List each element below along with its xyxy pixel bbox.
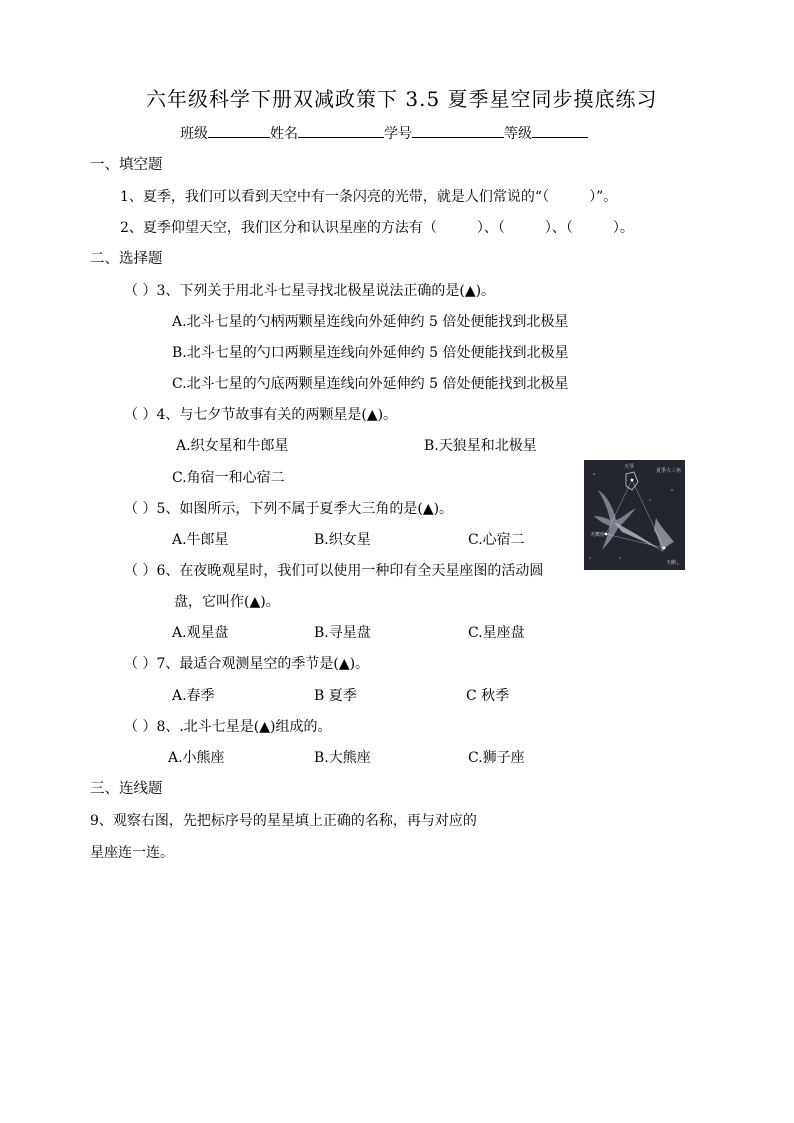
- star: [678, 564, 679, 565]
- student-info-line: [180, 123, 588, 144]
- q8-option-b: B.大熊座: [314, 750, 371, 766]
- name-blank[interactable]: [298, 123, 384, 138]
- figure-label-triangle: 夏季大三角: [656, 468, 682, 474]
- q7-option-c: C 秋季: [466, 688, 510, 704]
- q3-answer-paren[interactable]: （ ）: [124, 283, 157, 299]
- name-label: 姓名: [270, 126, 298, 142]
- question-2: 2、夏季仰望天空，我们区分和认识星座的方法有（ ）、（ ）、（ ）。: [120, 220, 634, 236]
- section-3-heading: 三、连线题: [90, 781, 163, 797]
- number-blank[interactable]: [412, 123, 504, 138]
- q4-option-b: B.天狼星和北极星: [424, 438, 537, 454]
- q5-option-a: A.牛郎星: [172, 532, 229, 548]
- question-9-continued: 星座连一连。: [90, 845, 174, 861]
- star: [593, 473, 594, 474]
- question-5: （ ）5、如图所示，下列不属于夏季大三角的是(▲)。: [124, 501, 454, 517]
- question-7: （ ）7、最适合观测星空的季节是(▲)。: [124, 656, 370, 672]
- star: [620, 558, 621, 559]
- grade-label: 等级: [504, 126, 532, 142]
- question-1: 1、夏季，我们可以看到天空中有一条闪亮的光带，就是人们常说的“（ ）”。: [120, 189, 618, 205]
- q8-option-a: A.小熊座: [168, 750, 225, 766]
- q6-option-c: C.星座盘: [468, 625, 525, 641]
- figure-label-aquila: 天鹰座: [590, 532, 606, 538]
- q7-answer-paren[interactable]: （ ）: [124, 656, 157, 672]
- constellation-illustration: [584, 460, 685, 570]
- question-8: （ ）8、.北斗七星是(▲)组成的。: [124, 719, 332, 735]
- star: [590, 558, 591, 559]
- star: [671, 489, 672, 490]
- q6-answer-paren[interactable]: （ ）: [124, 563, 157, 579]
- q5-answer-paren[interactable]: （ ）: [124, 501, 157, 517]
- section-1-heading: 一、填空题: [90, 157, 163, 173]
- q5-option-c: C.心宿二: [468, 532, 525, 548]
- class-blank[interactable]: [208, 123, 270, 138]
- q3-option-a: A.北斗七星的勺柄两颗星连线向外延伸约 5 倍处便能找到北极星: [172, 314, 569, 330]
- q3-option-b: B.北斗七星的勺口两颗星连线向外延伸约 5 倍处便能找到北极星: [172, 345, 569, 361]
- q4-answer-paren[interactable]: （ ）: [124, 407, 157, 423]
- swan-shape: [594, 490, 636, 550]
- q4-option-a: A.织女星和牛郎星: [176, 438, 289, 454]
- q3-option-c: C.北斗七星的勺底两颗星连线向外延伸约 5 倍处便能找到北极星: [172, 376, 569, 392]
- question-4: （ ）4、与七夕节故事有关的两颗星是(▲)。: [124, 407, 398, 423]
- grade-blank[interactable]: [532, 123, 588, 138]
- triangle-lines: [606, 480, 664, 548]
- q6-option-b: B.寻星盘: [314, 625, 371, 641]
- star: [631, 479, 634, 482]
- page-title: 六年级科学下册双减政策下 3.5 夏季星空同步摸底练习: [146, 87, 658, 111]
- section-2-heading: 二、选择题: [90, 251, 163, 267]
- q7-option-a: A.春季: [172, 688, 215, 704]
- summer-triangle-figure: [584, 460, 685, 570]
- number-label: 学号: [384, 126, 412, 142]
- figure-label-cygnus: 天鹅: [666, 560, 677, 566]
- q5-option-b: B.织女星: [314, 532, 371, 548]
- q8-option-c: C.狮子座: [468, 750, 525, 766]
- question-9: 9、观察右图，先把标序号的星星填上正确的名称，再与对应的: [90, 813, 477, 829]
- star: [650, 500, 651, 501]
- star: [605, 533, 608, 536]
- class-label: 班级: [180, 126, 208, 142]
- figure-label-lyra: 天琴: [624, 464, 635, 470]
- q4-option-c: C.角宿一和心宿二: [172, 470, 285, 486]
- q7-option-b: B 夏季: [314, 688, 357, 704]
- question-6: （ ）6、在夜晚观星时，我们可以使用一种印有全天星座图的活动圆: [124, 563, 544, 579]
- q8-answer-paren[interactable]: （ ）: [124, 719, 157, 735]
- question-3: （ ）3、下列关于用北斗七星寻找北极星说法正确的是(▲)。: [124, 283, 496, 299]
- q6-stem-continued: 盘，它叫作(▲)。: [174, 594, 280, 610]
- star: [663, 547, 666, 550]
- q6-option-a: A.观星盘: [172, 625, 229, 641]
